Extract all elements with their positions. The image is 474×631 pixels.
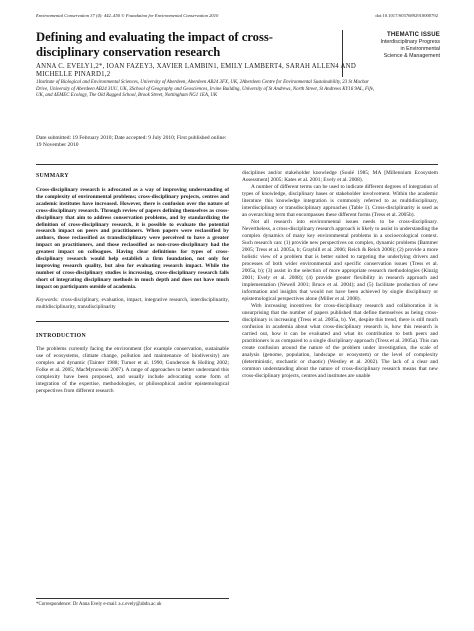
summary-text: Cross-disciplinary research is advocated as a way of improving understanding of the complexity of environmental problems; cross-disciplinary projects, centres and academic institutes have increased. However, there is confusion over the nature of cross-disciplinary research. Through review of papers defining themselves as cross-disciplinary that aim to address conservation problems, and by standardizing the definition of cross-disciplinary research, it is possible to evaluate the potential research impact on peers and practitioners. When papers were reclassified by authors, those reclassified as transdisciplinary were perceived to have a greater impact on practitioners, and those reclassified as non-cross-disciplinary had the greatest impact on colleagues. Having clear definitions for types of cross-disciplinary research would help establish a firm foundation, not only for improving research quality, but also for evaluating research impact. While the number of cross-disciplinary studies is increasing, cross-disciplinary research falls short of integrating disciplinary methods in much depth and does not have much impact on participants outside of academia. [36, 187, 229, 290]
paragraph: disciplines and/or stakeholder knowledge (Soulé 1985; MA [Millennium Ecosystem Assessment] 2005; Kates et al. 2001; Evely et al. 2008). [242, 170, 438, 183]
correspondence-footnote: *Correspondence: Dr Anna Evely e-mail: a.c.evely@abdn.ac.uk [36, 598, 229, 609]
introduction-heading: INTRODUCTION [36, 332, 86, 339]
keywords-label: Keywords: [36, 296, 59, 303]
thematic-issue-line: Science & Management [383, 53, 440, 59]
section-divider [36, 321, 229, 322]
paragraph: Not all research into environmental issues needs to be cross-disciplinary. Nevertheless, a cross-disciplinary research approach is likely to assist in understanding the complex dynamics of many key environmental problems in a socioecological context. Such research can: (1) provide new perspectives on complex, dynamic problems (Bammer 2005; Tress et al. 2005a, b; Graybill et al. 2006; Reich & Reich 2006); (2) provide a more holistic view of a problem that is better suited to targeting the underlying drivers and processes of both wider environmental and specific conservation issues (Tress et al. 2005a, b); (3) assist in the selection of more appropriate research methodologies (Kinzig 2001; Evely et al. 2008); (4) provide greater flexibility in research approach and implementation (Newell 2001; Bruce et al. 2004); and (5) facilitate production of new information and insights that would not have been achieved by single disciplinary or epistemological perspectives alone (Miller et al. 2008). [242, 219, 438, 302]
dates-line: Date submitted: 19 February 2010; Date accepted: 9 July 2010; First published online: [36, 135, 227, 141]
running-head [36, 13, 438, 19]
doi: doi:10.1017/S0376892910000792 [375, 13, 438, 18]
thematic-issue-label: THEMATIC ISSUE [386, 32, 440, 38]
paragraph: With increasing incentives for cross-disciplinary research and collaboration it is unsurprising that the number of papers published that define themselves as being cross-disciplinary is increasing (Tress et al. 2005a, b). Yet, despite this trend, there is still much confusion in academia about what cross-disciplinary research is, how this research is carried out, how it can be evaluated and what its contribution to both peers and practitioners is as compared to a single disciplinary approach (Tress et al. 2005a). This can create confusion around the nature of the problem under investigation, the scale of analysis (genome, population, landscape or ecosystem) or the level of complexity (deterministic, stochastic or chaotic) (Westley et al. 2002). The lack of a clear and common understanding about the nature of cross-disciplinary research means that new cross-disciplinary projects, centres and institutes are unable [242, 303, 438, 379]
introduction-text: The problems currently facing the environment (for example conservation, sustainable use of ecosystems, climate change, pollution and maintenance of biodiversity) are complex and dynamic (Tainter 1988; Turner et al. 1990; Gunderson & Holling 2002; Folke et al. 2005; MacMynowski 2007). A range of approaches to better understand this complexity have been proposed, and usually include advocating some form of integration of the expertise, methodologies, or philosophical and/or epistemological perspectives from different research [36, 345, 229, 394]
thematic-issue-line: Interdisciplinary Progress [380, 39, 440, 45]
thematic-issue-line: in Environmental [400, 46, 440, 52]
left-column [36, 172, 229, 395]
header-divider [36, 164, 438, 165]
submission-dates [36, 135, 356, 149]
keywords-text: cross-disciplinary, evaluation, impact, integrative research, interdisciplinarity, multidisciplinarity, transdisciplinarity [36, 296, 230, 310]
keywords [36, 297, 229, 311]
paragraph: A number of different terms can be used to indicate different degrees of integration of types of knowledge, disciplinary bases or stakeholder involvement. Within the academic literature this knowledge integration is commonly referred to as multidisciplinary, interdisciplinary or transdisciplinary approaches (Table 1). Cross-disciplinarity is used as an overarching term that encompasses these different forms (Tress et al. 2005b). [242, 184, 438, 218]
thematic-issue-box [350, 31, 440, 60]
affiliations: 1Institute of Biological and Environmental Sciences, University of Aberdeen, Aberdeen AB24 3FX, UK, 2Aberdeen Centre for Environmental Sustainability, 23 St Machar Drive, University of Aberdeen AB24 3UU, UK, 3School of Geography and Geosciences, Irvine Building, University of St Andrews, North Street, St Andrews KY16 9AL, Fife, UK, and 4EMEC Ecology, The Old Ragged School, Brook Street, Nottingham NG1 1EA, UK [36, 80, 375, 99]
journal-citation: Environmental Conservation 37 (4): 442–450 © Foundation for Environmental Conservation 2010 [36, 13, 219, 18]
dates-line: 19 November 2010 [36, 142, 79, 148]
article-title: Defining and evaluating the impact of cross-disciplinary conservation research [36, 30, 273, 59]
summary-heading: SUMMARY [36, 173, 69, 179]
right-column [242, 170, 438, 380]
author-list: ANNA C. EVELY1,2*, IOAN FAZEY3, XAVIER LAMBIN1, EMILY LAMBERT4, SARAH ALLEN4 AND MICHELLE PINARD1,2 [36, 63, 356, 78]
